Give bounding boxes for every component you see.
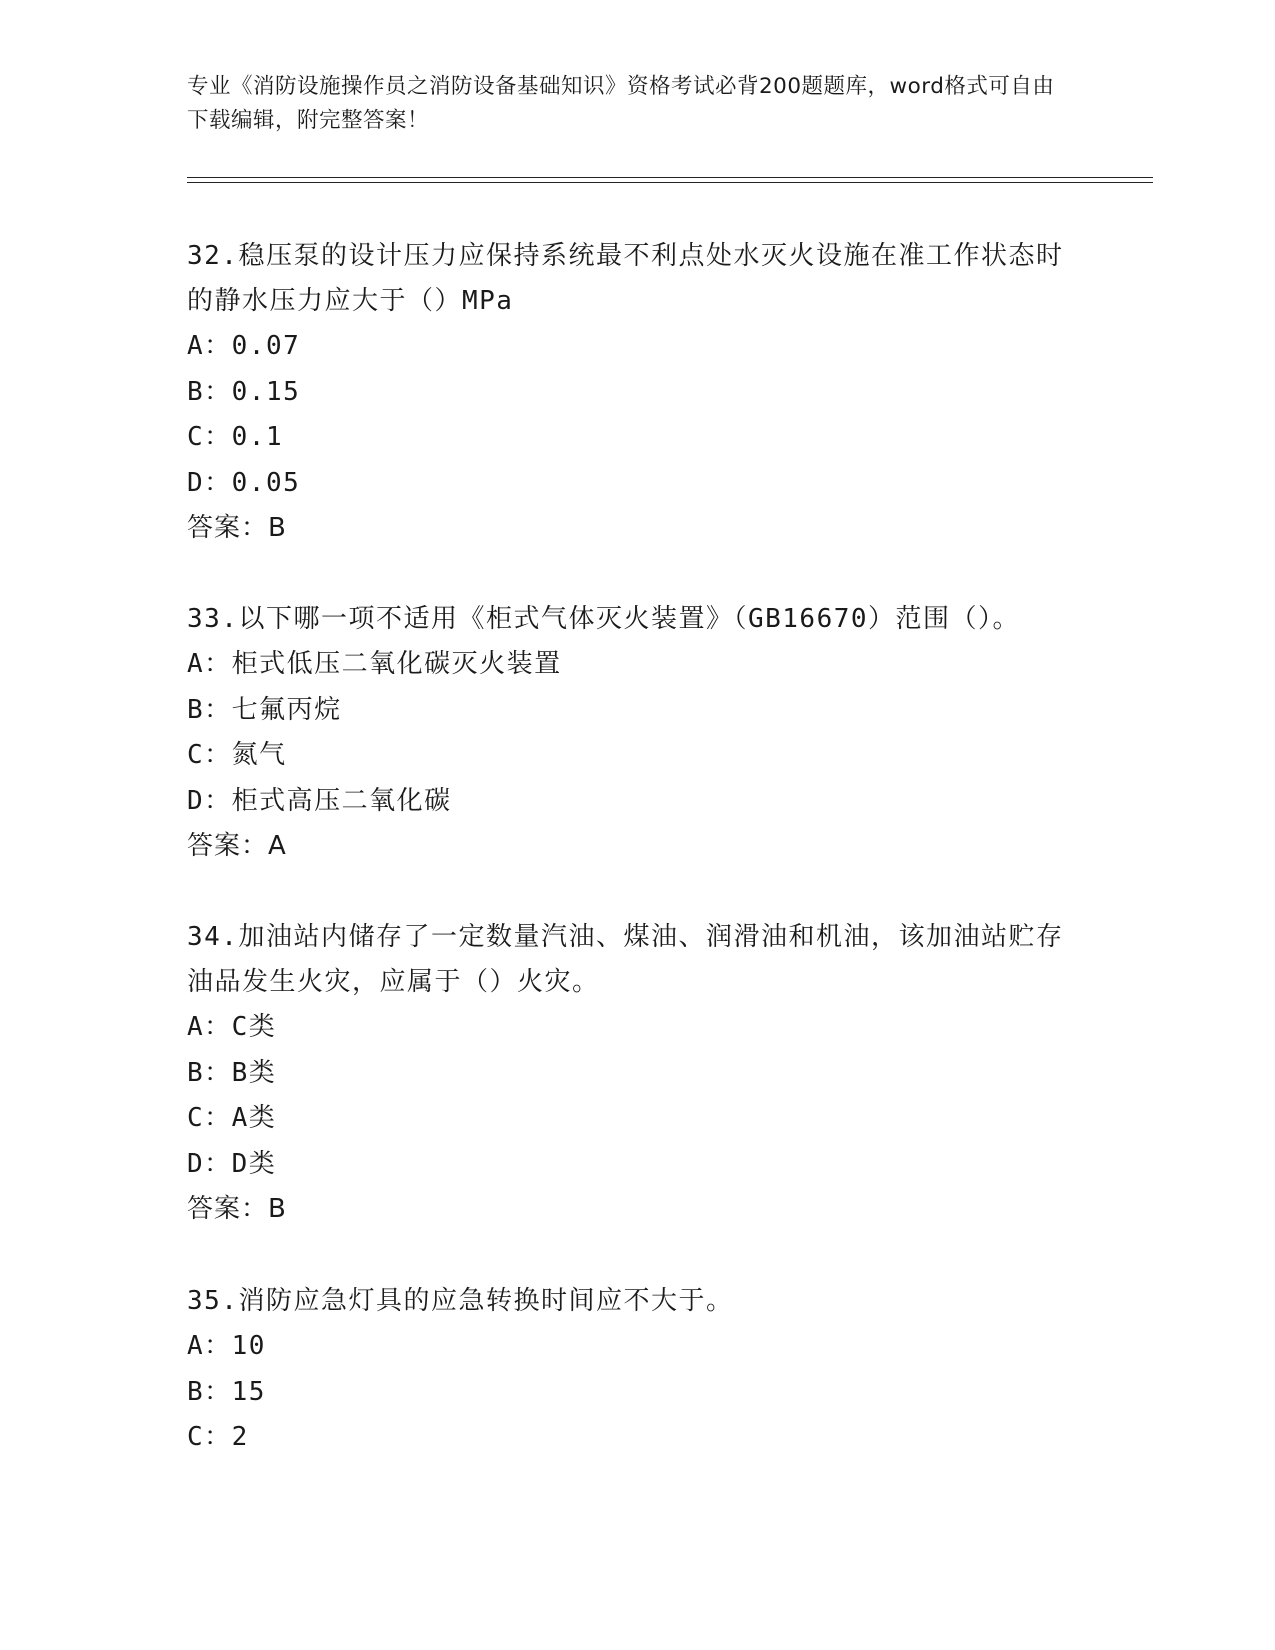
question-stem: 33.以下哪一项不适用《柜式气体灭火装置》（GB16670）范围（）。 xyxy=(187,604,1021,634)
question-stem: 32.稳压泵的设计压力应保持系统最不利点处水灭火设施在准工作状态时的静水压力应大于（）MPa xyxy=(187,241,1064,316)
header-divider-bottom xyxy=(187,182,1153,183)
option-d: D：D类 xyxy=(187,1148,277,1179)
option-a: A：0.07 xyxy=(187,331,301,361)
option-d: D：柜式高压二氧化碳 xyxy=(187,785,452,816)
question-34 xyxy=(187,915,1087,1233)
question-33 xyxy=(187,597,1087,870)
option-b: B：0.15 xyxy=(187,376,301,407)
answer-line: 答案：B xyxy=(187,1194,287,1224)
document-header: 专业《消防设施操作员之消防设备基础知识》资格考试必背200题题库，word格式可自由下载编辑，附完整答案！ xyxy=(187,74,1055,133)
question-stem: 35.消防应急灯具的应急转换时间应不大于。 xyxy=(187,1286,734,1316)
option-a: A：C类 xyxy=(187,1012,277,1042)
question-35 xyxy=(187,1279,1087,1461)
option-c: C：0.1 xyxy=(187,422,284,452)
option-d: D：0.05 xyxy=(187,467,301,498)
option-a: A：10 xyxy=(187,1331,266,1361)
question-32 xyxy=(187,234,1087,552)
option-c: C：A类 xyxy=(187,1103,277,1133)
option-c: C：氮气 xyxy=(187,740,287,770)
option-c: C：2 xyxy=(187,1422,249,1452)
option-b: B：15 xyxy=(187,1376,266,1407)
question-stem: 34.加油站内储存了一定数量汽油、煤油、润滑油和机油，该加油站贮存油品发生火灾，应属于（）火灾。 xyxy=(187,922,1064,997)
answer-line: 答案：B xyxy=(187,513,287,543)
header-divider-top xyxy=(187,177,1153,178)
option-a: A：柜式低压二氧化碳灭火装置 xyxy=(187,649,562,679)
answer-line: 答案：A xyxy=(187,831,287,861)
option-b: B：B类 xyxy=(187,1057,277,1088)
option-b: B：七氟丙烷 xyxy=(187,694,342,725)
